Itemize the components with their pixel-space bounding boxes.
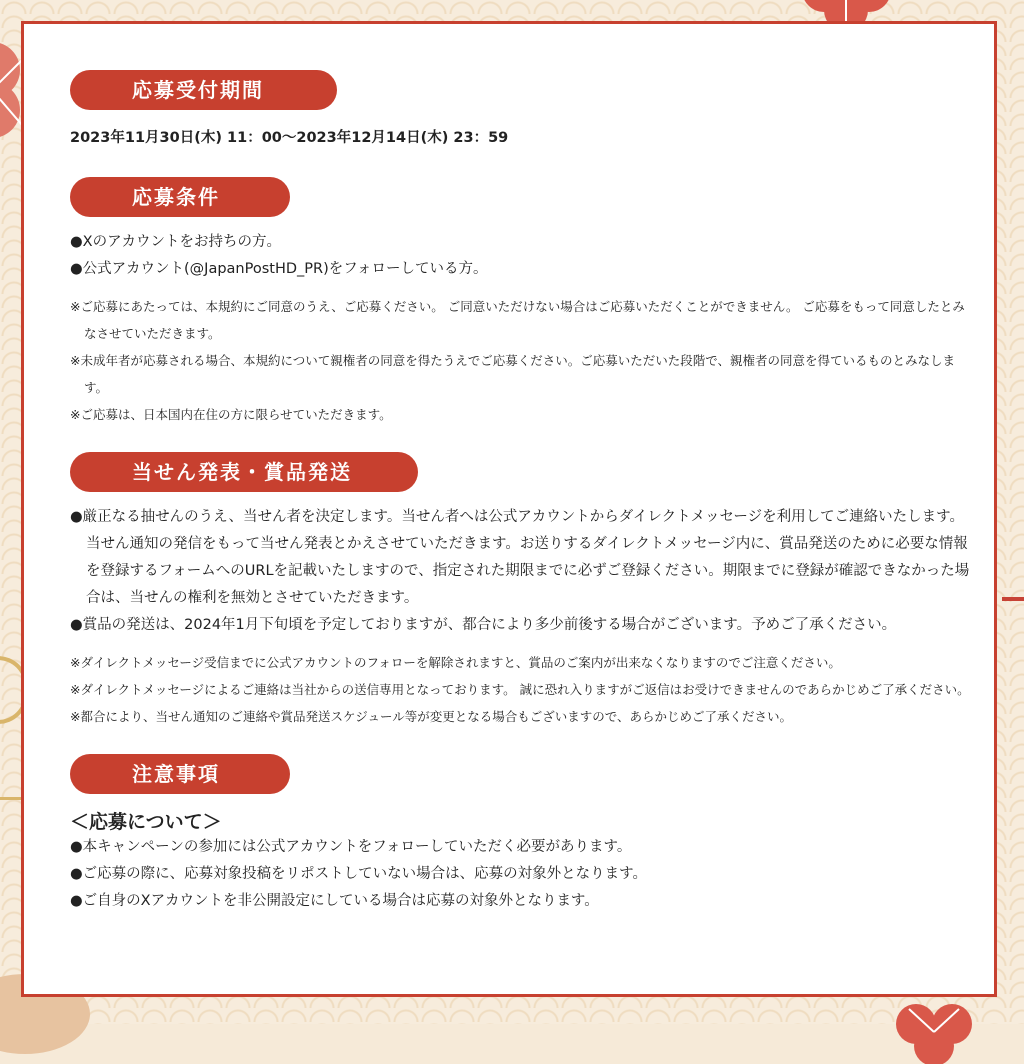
note-item: ※ご応募にあたっては、本規約にご同意のうえ、ご応募ください。 ご同意いただけない場合はご応募いただくことができません。 ご応募をもって同意したとみなさせていただきます。 bbox=[70, 299, 965, 341]
note-item: ※都合により、当せん通知のご連絡や賞品発送スケジュール等が変更となる場合もございますので、あらかじめご了承ください。 bbox=[70, 709, 792, 724]
terms-content bbox=[70, 70, 970, 915]
list-item: ●賞品の発送は、2024年1月下旬頃を予定しておりますが、都合により多少前後する場合がございます。予めご了承ください。 bbox=[70, 617, 897, 633]
list-item: ●ご応募の際に、応募対象投稿をリポストしていない場合は、応募の対象外となります。 bbox=[70, 866, 647, 882]
list-item: ●厳正なる抽せんのうえ、当せん者を決定します。当せん者へは公式アカウントからダイレクトメッセージを利用してご連絡いたします。当せん通知の発信をもって当せん発表とかえさせていただきます。お送りするダイレクトメッセージ内に、賞品発送のために必要な情報を登録するフォームへのURLを記載いたしますので、指定された期限までに必ずご登録ください。期限までに登録が確認できなかった場合は、当せんの権利を無効とさせていただきます。 bbox=[70, 509, 970, 606]
section-heading-notice: 注意事項 bbox=[70, 754, 290, 794]
period-text: 2023年11月30日(木) 11：00〜2023年12月14日(木) 23：59 bbox=[70, 130, 509, 146]
list-item: ●公式アカウント(@JapanPostHD_PR)をフォローしている方。 bbox=[70, 261, 488, 277]
section-heading-conditions: 応募条件 bbox=[70, 177, 290, 217]
note-item: ※未成年者が応募される場合、本規約について親権者の同意を得たうえでご応募ください。ご応募いただいた段階で、親権者の同意を得ているものとみなします。 bbox=[70, 353, 955, 395]
section-heading-winners: 当せん発表・賞品発送 bbox=[70, 452, 418, 492]
list-item: ●ご自身のXアカウントを非公開設定にしている場合は応募の対象外となります。 bbox=[70, 893, 599, 909]
decorative-line bbox=[1002, 597, 1024, 601]
note-item: ※ご応募は、日本国内在住の方に限らせていただきます。 bbox=[70, 407, 392, 422]
note-item: ※ダイレクトメッセージによるご連絡は当社からの送信専用となっております。 誠に恐れ入りますがご返信はお受けできませんのであらかじめご了承ください。 bbox=[70, 682, 970, 697]
list-item: ●本キャンペーンの参加には公式アカウントをフォローしていただく必要があります。 bbox=[70, 839, 632, 855]
section-heading-period: 応募受付期間 bbox=[70, 70, 337, 110]
terms-card bbox=[21, 21, 997, 997]
note-item: ※ダイレクトメッセージ受信までに公式アカウントのフォローを解除されますと、賞品のご案内が出来なくなりますのでご注意ください。 bbox=[70, 655, 841, 670]
list-item: ●Xのアカウントをお持ちの方。 bbox=[70, 234, 281, 250]
decorative-line bbox=[0, 797, 22, 800]
flower-icon bbox=[894, 994, 974, 1064]
subheading-application: ＜応募について＞ bbox=[70, 811, 222, 833]
